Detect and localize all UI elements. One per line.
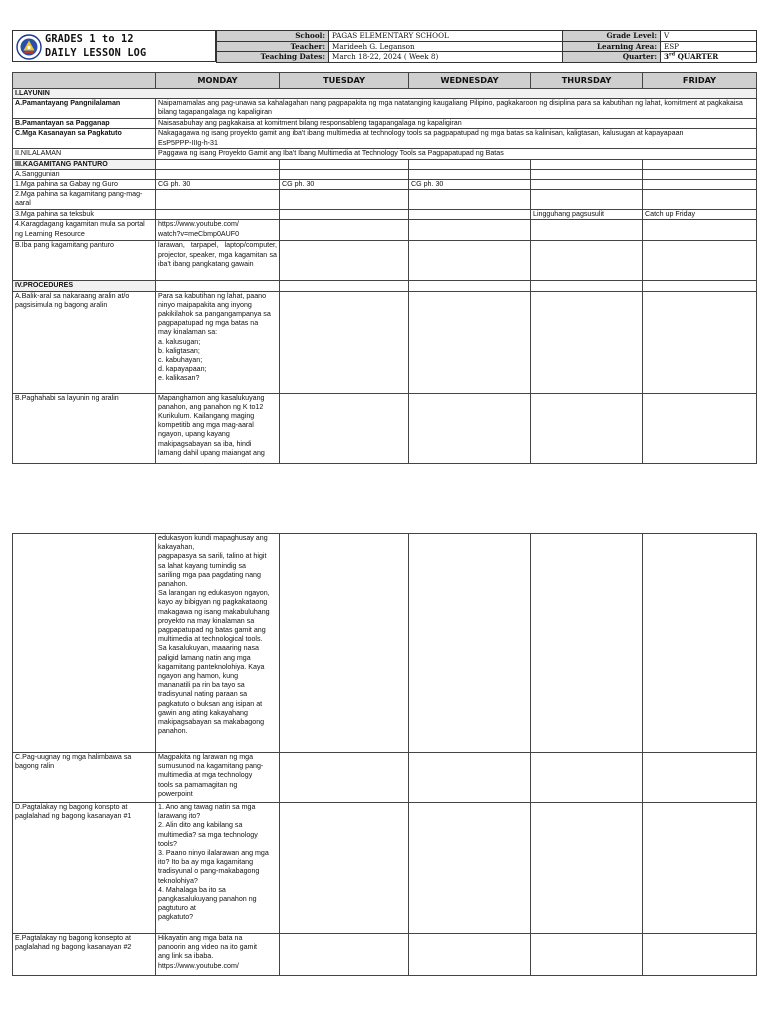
- row-label-paghahabi: B.Paghahabi sa layunin ng aralin: [13, 393, 156, 463]
- school-label: School:: [217, 31, 329, 42]
- row-label-nilalaman: II.NILALAMAN: [13, 149, 156, 159]
- quarter-value: [661, 52, 757, 63]
- teacher-value: Marideeh G. Leganson: [329, 41, 563, 52]
- quarter-label: Quarter:: [563, 52, 661, 63]
- gabay-monday: CG ph. 30: [156, 180, 280, 190]
- quarter-text: QUARTER: [675, 52, 719, 62]
- section-kagamitang-panturo: III.KAGAMITANG PANTURO: [13, 159, 156, 169]
- day-header-wednesday: WEDNESDAY: [409, 73, 531, 89]
- row-label-pamantayang-pangnilalaman: A.Pamantayang Pangnilalaman: [13, 99, 156, 119]
- paghahabi-monday-part2: edukasyon kundi mapaghusay ang kakayahan, pagpapasya sa sarili, talino at higit sa lahat kayang tumindig sa sariling mga paa pagdating nang panahon. Sa larangan ng edukasyon ngayon, kayo ay bibigyan ng pagkakataong makagawa ng isang makabuluhang proyekto na may kinalaman sa pagpapatupad ng batas gamit ang multimedia at technological tools. Sa kasalukuyan, maaaring nasa paligid lamang natin ang mga kagamitang panteknolohiya. Kaya ngayon ang hamon, kung mananatili pa rin ba tayo sa tradisyunal nating paraan sa pagkatuto o buksan ang isipan at gawin ang ating kakayahang makipagsabayan sa makabagong panahon.: [156, 534, 280, 753]
- row-label-kasanayan: C.Mga Kasanayan sa Pagkatuto: [13, 129, 156, 149]
- learning-area-label: Learning Area:: [563, 41, 661, 52]
- row-label-kagamitang-mag-aaral: 2.Mga pahina sa kagamitang pang-mag-aaral: [13, 190, 156, 210]
- nilalaman-text: Paggawa ng isang Proyekto Gamit ang Iba't Ibang Multimedia at Technology Tools sa Pagpapatupad ng Batas: [156, 149, 757, 159]
- lesson-log-table-page-1: [12, 72, 757, 464]
- title-block: [12, 30, 216, 62]
- row-label-pagtalakay-2: E.Pagtalakay ng bagong konsepto at paglalahad ng bagong kasanayan #2: [13, 934, 156, 976]
- karagdagang-monday-link[interactable]: https://www.youtube.com/ watch?v=meCbmp0AUF0: [156, 220, 280, 241]
- school-info-table: [216, 30, 563, 63]
- kasanayan-text: Nakagagawa ng isang proyekto gamit ang iba't ibang multimedia at technology tools sa pagpapatupad ng mga batas sa kalinisan, kaligtasan, kalusugan at kapayapaan: [158, 129, 684, 138]
- gabay-wednesday: CG ph. 30: [409, 180, 531, 190]
- day-header-thursday: THURSDAY: [531, 73, 643, 89]
- kasanayan-code: EsP5PPP-IIIg-h-31: [158, 138, 218, 147]
- quarter-suffix: rd: [669, 52, 676, 59]
- deped-seal-icon: [16, 34, 42, 60]
- row-label-balik-aral: A.Balik-aral sa nakaraang aralin at/o pagsisimula ng bagong aralin: [13, 291, 156, 393]
- gabay-tuesday: CG ph. 30: [280, 180, 409, 190]
- pagtalakay-1-monday: 1. Ano ang tawag natin sa mga larawang ito? 2. Alin dito ang kabilang sa multimedia? sa mga technology tools? 3. Paano ninyo ilalarawan ang mga ito? Ito ba ay mga kagamitang tradisyunal o pang-makabagong teknolohiya? 4. Mahalaga ba ito sa pangkasalukuyang panahon ng pagtuturo at pagkatuto?: [156, 803, 280, 934]
- teaching-dates-label: Teaching Dates:: [217, 52, 329, 63]
- paghahabi-continued-label: [13, 534, 156, 753]
- kasanayan-cell: [156, 129, 757, 149]
- row-label-pagtalakay-1: D.Pagtalakay ng bagong konspto at paglalahad ng bagong kasanayan #1: [13, 803, 156, 934]
- day-header-monday: MONDAY: [156, 73, 280, 89]
- row-label-pamantayan-pagganap: B.Pamantayan sa Pagganap: [13, 119, 156, 129]
- row-label-sanggunian: A.Sanggunian: [13, 169, 156, 179]
- title-line-2: DAILY LESSON LOG: [45, 48, 147, 59]
- grade-level-value: V: [661, 31, 757, 42]
- pamantayang-pangnilalaman-text: Naipamamalas ang pag-unawa sa kahalagahan nang pagpapakita ng mga natatanging kaugaliang Pilipino, pagkakaroon ng disiplina para sa kabutihan ng lahat, komitment at pagkakaisa bilang tagapangalaga ng kapaligiran: [156, 99, 757, 119]
- paghahabi-monday-part1: Mapanghamon ang kasalukuyang panahon, ang panahon ng K to12 Kurikulum. Kailangang maging kompetitib ang mga mag-aaral ngayon, upang kayang makipagsabayan sa iba, hindi lamang dahil upang maiangat ang: [156, 393, 280, 463]
- corner-cell: [13, 73, 156, 89]
- dll-header: [12, 30, 756, 62]
- title-line-1: GRADES 1 to 12: [45, 34, 134, 45]
- row-label-pag-uugnay: C.Pag-uugnay ng mga halimbawa sa bagong ralin: [13, 753, 156, 803]
- section-procedures: IV.PROCEDURES: [13, 281, 156, 291]
- row-label-iba-pang-kagamitan: B.Iba pang kagamitang panturo: [13, 241, 156, 281]
- balik-aral-monday: Para sa kabutihan ng lahat, paano ninyo maipapakita ang inyong pakikilahok sa pangangampanya sa pagpapatupad ng mga batas na may kinalaman sa: a. kalusugan; b. kaligtasan; c. kabuhayan; d. kapayapaan; e. kalikasan?: [156, 291, 280, 393]
- day-header-friday: FRIDAY: [643, 73, 757, 89]
- lesson-log-table-page-2: [12, 533, 757, 976]
- pag-uugnay-monday: Magpakita ng larawan ng mga sumusunod na kagamitang pang- multimedia at mga technology tools sa pamamagitan ng powerpoint: [156, 753, 280, 803]
- pamantayan-pagganap-text: Naisasabuhay ang pagkakaisa at komitment bilang responsableng tagapangalaga ng kapaligiran: [156, 119, 757, 129]
- row-label-karagdagang-kagamitan: 4.Karagdagang kagamitan mula sa portal ng Learning Resource: [13, 220, 156, 241]
- iba-monday: larawan, tarpapel, laptop/computer, projector, speaker, mga kagamitan sa iba't ibang pangkatang gawain: [156, 241, 280, 281]
- row-label-teksbuk: 3.Mga pahina sa teksbuk: [13, 210, 156, 220]
- teaching-dates-value: March 18-22, 2024 ( Week 8): [329, 52, 563, 63]
- quarter-number: 3: [664, 52, 670, 62]
- grade-level-label: Grade Level:: [563, 31, 661, 42]
- row-label-gabay-guro: 1.Mga pahina sa Gabay ng Guro: [13, 180, 156, 190]
- teksbuk-friday: Catch up Friday: [643, 210, 757, 220]
- day-header-tuesday: TUESDAY: [280, 73, 409, 89]
- grade-info-table: [562, 30, 757, 63]
- school-value: PAGAS ELEMENTARY SCHOOL: [329, 31, 563, 42]
- teksbuk-thursday: Lingguhang pagsusulit: [531, 210, 643, 220]
- section-layunin: I.LAYUNIN: [13, 89, 757, 99]
- teacher-label: Teacher:: [217, 41, 329, 52]
- learning-area-value: ESP: [661, 41, 757, 52]
- pagtalakay-2-monday: Hikayatin ang mga bata na panoorin ang video na ito gamit ang link sa ibaba. https://www.youtube.com/: [156, 934, 280, 976]
